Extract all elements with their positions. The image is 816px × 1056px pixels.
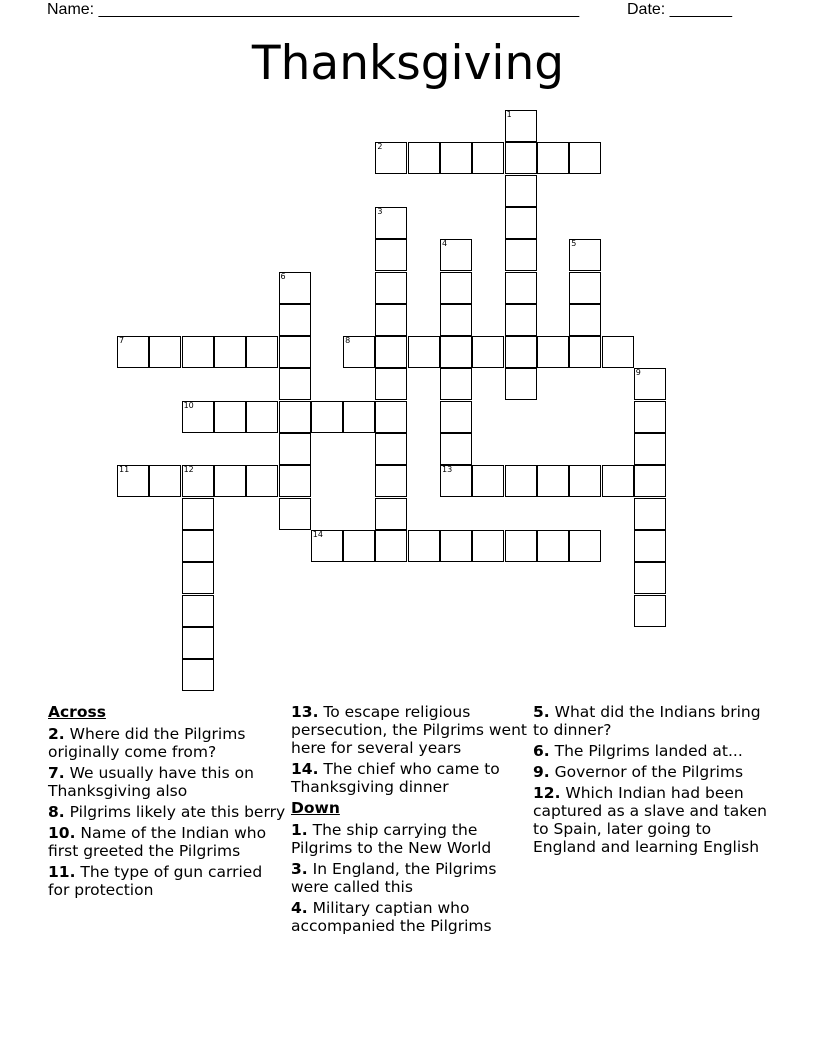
clue-item [291, 703, 531, 757]
grid-cell[interactable] [537, 530, 569, 562]
clue-text: In England, the Pilgrims were called this [291, 860, 497, 896]
grid-cell[interactable] [279, 465, 311, 497]
grid-cell[interactable] [279, 336, 311, 368]
clue-number-label: 11. [48, 863, 76, 881]
grid-cell[interactable] [182, 627, 214, 659]
grid-cell[interactable] [440, 304, 472, 336]
grid-cell[interactable] [505, 304, 537, 336]
grid-cell[interactable] [569, 336, 601, 368]
grid-cell[interactable] [311, 401, 343, 433]
grid-cell[interactable] [246, 336, 278, 368]
grid-cell[interactable] [375, 272, 407, 304]
clue-item [48, 824, 288, 860]
grid-cell[interactable] [440, 142, 472, 174]
down-heading: Down [291, 799, 340, 817]
grid-cell[interactable] [569, 239, 601, 271]
grid-cell[interactable] [505, 207, 537, 239]
clue-number-label: 4. [291, 899, 308, 917]
clue-number: 4 [442, 239, 448, 249]
grid-cell[interactable] [440, 465, 472, 497]
grid-cell[interactable] [505, 175, 537, 207]
grid-cell[interactable] [408, 530, 440, 562]
grid-cell[interactable] [634, 562, 666, 594]
grid-cell[interactable] [634, 530, 666, 562]
clue-text: To escape religious persecution, the Pilgrims went here for several years [291, 703, 527, 757]
grid-cell[interactable] [182, 498, 214, 530]
grid-cell[interactable] [182, 659, 214, 691]
grid-cell[interactable] [537, 142, 569, 174]
clue-number: 10 [183, 400, 194, 410]
clue-number-label: 7. [48, 764, 65, 782]
clue-number-label: 13. [291, 703, 319, 721]
puzzle-title: Thanksgiving [251, 36, 565, 91]
clue-number-label: 12. [533, 784, 561, 802]
grid-cell[interactable] [408, 142, 440, 174]
grid-cell[interactable] [182, 562, 214, 594]
grid-cell[interactable] [634, 465, 666, 497]
grid-cell[interactable] [246, 465, 278, 497]
grid-cell[interactable] [440, 433, 472, 465]
grid-cell[interactable] [602, 465, 634, 497]
clue-number-label: 8. [48, 803, 65, 821]
grid-cell[interactable] [505, 336, 537, 368]
grid-cell[interactable] [505, 239, 537, 271]
clue-number: 2 [377, 142, 383, 152]
grid-cell[interactable] [440, 336, 472, 368]
grid-cell[interactable] [343, 530, 375, 562]
clue-item [533, 742, 773, 760]
clue-number-label: 3. [291, 860, 308, 878]
clue-number: 12 [183, 465, 194, 475]
grid-cell[interactable] [182, 595, 214, 627]
grid-cell[interactable] [569, 304, 601, 336]
grid-cell[interactable] [149, 336, 181, 368]
grid-cell[interactable] [375, 401, 407, 433]
grid-cell[interactable] [472, 142, 504, 174]
clue-item [533, 703, 773, 739]
clue-item [48, 725, 288, 761]
clue-item [48, 863, 288, 899]
clue-number-label: 10. [48, 824, 76, 842]
grid-cell[interactable] [149, 465, 181, 497]
grid-cell[interactable] [375, 498, 407, 530]
clue-item [291, 760, 531, 796]
grid-cell[interactable] [408, 336, 440, 368]
name-field[interactable]: Name: ______________________________________________________ [47, 1, 580, 18]
grid-cell[interactable] [279, 304, 311, 336]
clue-number: 7 [119, 336, 125, 346]
clue-number: 13 [442, 465, 453, 475]
grid-cell[interactable] [279, 272, 311, 304]
grid-cell[interactable] [117, 465, 149, 497]
grid-cell[interactable] [375, 142, 407, 174]
grid-cell[interactable] [505, 110, 537, 142]
grid-cell[interactable] [375, 368, 407, 400]
grid-cell[interactable] [375, 465, 407, 497]
grid-cell[interactable] [246, 401, 278, 433]
date-field[interactable]: Date: _______ [627, 1, 732, 18]
clue-item [291, 899, 531, 935]
clue-text: We usually have this on Thanksgiving also [48, 764, 254, 800]
clue-number-label: 2. [48, 725, 65, 743]
grid-cell[interactable] [472, 530, 504, 562]
clue-text: The chief who came to Thanksgiving dinner [291, 760, 500, 796]
grid-cell[interactable] [569, 465, 601, 497]
clue-number-label: 14. [291, 760, 319, 778]
clue-number-label: 1. [291, 821, 308, 839]
clue-number: 3 [377, 206, 383, 216]
clue-item [533, 784, 773, 856]
grid-cell[interactable] [472, 336, 504, 368]
clue-number: 6 [280, 271, 286, 281]
grid-cell[interactable] [343, 336, 375, 368]
grid-cell[interactable] [569, 272, 601, 304]
across-heading: Across [48, 703, 106, 721]
clue-text: Name of the Indian who first greeted the Pilgrims [48, 824, 267, 860]
clues-column-2 [291, 703, 531, 938]
grid-cell[interactable] [343, 401, 375, 433]
grid-cell[interactable] [569, 530, 601, 562]
grid-cell[interactable] [505, 142, 537, 174]
clue-number: 14 [312, 529, 323, 539]
grid-cell[interactable] [279, 368, 311, 400]
grid-cell[interactable] [375, 304, 407, 336]
clues-column-1 [48, 703, 288, 902]
clue-number: 9 [635, 368, 641, 378]
grid-cell[interactable] [537, 465, 569, 497]
clue-item [533, 763, 773, 781]
grid-cell[interactable] [440, 530, 472, 562]
grid-cell[interactable] [440, 239, 472, 271]
grid-cell[interactable] [537, 336, 569, 368]
clue-text: Military captian who accompanied the Pilgrims [291, 899, 492, 935]
grid-cell[interactable] [375, 433, 407, 465]
grid-cell[interactable] [472, 465, 504, 497]
clue-number: 1 [506, 110, 512, 119]
grid-cell[interactable] [279, 401, 311, 433]
grid-cell[interactable] [505, 530, 537, 562]
clue-text: The type of gun carried for protection [48, 863, 263, 899]
grid-cell[interactable] [440, 368, 472, 400]
grid-cell[interactable] [569, 142, 601, 174]
clue-item [291, 860, 531, 896]
grid-cell[interactable] [182, 465, 214, 497]
grid-cell[interactable] [279, 433, 311, 465]
grid-cell[interactable] [375, 239, 407, 271]
clue-text: The Pilgrims landed at... [554, 742, 743, 760]
grid-cell[interactable] [440, 272, 472, 304]
clue-text: Governor of the Pilgrims [554, 763, 744, 781]
clue-text: What did the Indians bring to dinner? [533, 703, 761, 739]
grid-cell[interactable] [214, 465, 246, 497]
clue-number: 11 [119, 465, 130, 475]
grid-cell[interactable] [182, 401, 214, 433]
grid-cell[interactable] [634, 368, 666, 400]
clue-number-label: 6. [533, 742, 550, 760]
grid-cell[interactable] [375, 336, 407, 368]
clue-text: Where did the Pilgrims originally come from? [48, 725, 246, 761]
clue-item [291, 821, 531, 857]
grid-cell[interactable] [279, 498, 311, 530]
clue-item [48, 764, 288, 800]
clue-text: Which Indian had been captured as a slave and taken to Spain, later going to England and learning English [533, 784, 767, 856]
clue-number: 5 [571, 239, 577, 249]
clue-number: 8 [345, 336, 351, 346]
grid-cell[interactable] [375, 530, 407, 562]
grid-cell[interactable] [634, 595, 666, 627]
grid-cell[interactable] [214, 401, 246, 433]
clue-number-label: 9. [533, 763, 550, 781]
grid-cell[interactable] [602, 336, 634, 368]
grid-cell[interactable] [182, 530, 214, 562]
grid-cell[interactable] [440, 401, 472, 433]
grid-cell[interactable] [634, 401, 666, 433]
grid-cell[interactable] [634, 433, 666, 465]
clue-number-label: 5. [533, 703, 550, 721]
clues-column-3 [533, 703, 773, 859]
grid-cell[interactable] [311, 530, 343, 562]
grid-cell[interactable] [214, 336, 246, 368]
clue-text: The ship carrying the Pilgrims to the New World [291, 821, 492, 857]
grid-cell[interactable] [182, 336, 214, 368]
grid-cell[interactable] [505, 368, 537, 400]
grid-cell[interactable] [505, 465, 537, 497]
grid-cell[interactable] [117, 336, 149, 368]
grid-cell[interactable] [634, 498, 666, 530]
grid-cell[interactable] [375, 207, 407, 239]
grid-cell[interactable] [505, 272, 537, 304]
clue-text: Pilgrims likely ate this berry [69, 803, 286, 821]
clue-item [48, 803, 288, 821]
